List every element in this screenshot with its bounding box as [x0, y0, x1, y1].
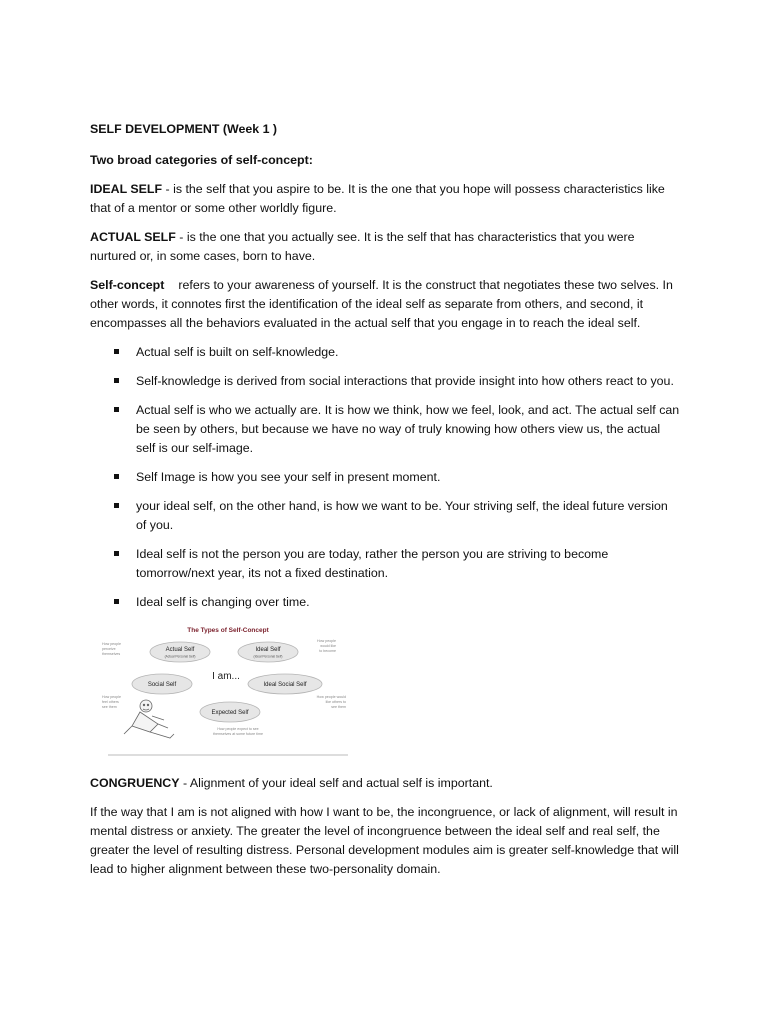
diagram-footer-rule: [108, 754, 348, 756]
ideal-self-sublabel: (Ideal Personal Self): [253, 654, 283, 659]
reclining-person-icon: [124, 700, 174, 738]
actual-self-text: - is the one that you actually see. It is the self that has characteristics that you were nurtured or, in some cases, born to have.: [90, 230, 635, 263]
square-bullet-icon: [114, 378, 119, 383]
list-item: Ideal self is changing over time.: [90, 593, 680, 612]
actual-self-label: Actual Self: [165, 647, 195, 653]
diagram-center-label: I am...: [212, 671, 240, 682]
congruency-term: CONGRUENCY: [90, 776, 180, 790]
note-top-right: [317, 639, 336, 653]
svg-text:How people: How people: [102, 642, 121, 646]
square-bullet-icon: [114, 474, 119, 479]
self-concept-text: refers to your awareness of yourself. It is the construct that negotiates these two selves. In other words, it connotes first the identification of the ideal self as separate from others, and second, it encompasses all the behaviors evaluated in the actual self that you engage in to reach the ideal self.: [90, 278, 673, 330]
note-bottom-right: [317, 695, 346, 709]
svg-text:see them: see them: [331, 705, 346, 709]
svg-text:would like: would like: [320, 644, 336, 648]
svg-text:How people would: How people would: [316, 695, 346, 699]
svg-text:like others to: like others to: [325, 700, 346, 704]
actual-self-term: ACTUAL SELF: [90, 230, 176, 244]
section-subtitle: Two broad categories of self-concept:: [90, 153, 313, 167]
note-top-left: [102, 642, 121, 656]
svg-text:feel others: feel others: [102, 700, 119, 704]
note-bottom-left: [102, 695, 121, 709]
note-bottom: [213, 727, 263, 736]
diagram-title: The Types of Self-Concept: [187, 627, 269, 634]
congruency-text: - Alignment of your ideal self and actual self is important.: [179, 776, 493, 790]
self-concept-diagram: [98, 622, 358, 762]
ideal-self-term: IDEAL SELF: [90, 182, 163, 196]
ideal-self-label: Ideal Self: [255, 647, 281, 653]
social-self-label: Social Self: [147, 682, 177, 688]
square-bullet-icon: [114, 349, 119, 354]
bullet-list: [90, 343, 680, 612]
list-item: Self-knowledge is derived from social interactions that provide insight into how others react to you.: [90, 372, 680, 391]
ideal-self-paragraph: [90, 180, 680, 218]
list-item: Actual self is who we actually are. It is how we think, how we feel, look, and act. The actual self can be seen by others, but because we have no way of truly knowing how others view us, the actual self is our self-image.: [90, 401, 680, 458]
svg-text:How people: How people: [317, 639, 336, 643]
list-item: Ideal self is not the person you are today, rather the person you are striving to become tomorrow/next year, its not a fixed destination.: [90, 545, 680, 583]
congruency-paragraph: [90, 774, 680, 793]
square-bullet-icon: [114, 551, 119, 556]
svg-text:How people expect to see: How people expect to see: [217, 727, 259, 731]
document-title: SELF DEVELOPMENT (Week 1 ): [90, 122, 278, 136]
svg-text:themselves: themselves: [102, 652, 121, 656]
svg-text:see them: see them: [102, 705, 117, 709]
svg-text:themselves at some future time: themselves at some future time: [213, 732, 263, 736]
self-concept-paragraph: [90, 276, 680, 333]
document-body: [90, 120, 680, 889]
list-item: Self Image is how you see your self in present moment.: [90, 468, 680, 487]
actual-self-sublabel: (Actual Personal Self): [164, 654, 196, 659]
expected-self-label: Expected Self: [211, 710, 249, 716]
square-bullet-icon: [114, 503, 119, 508]
ideal-self-text: - is the self that you aspire to be. It is the one that you hope will possess characteristics like that of a mentor or some other worldly figure.: [90, 182, 665, 215]
square-bullet-icon: [114, 407, 119, 412]
svg-text:perceive: perceive: [102, 647, 116, 651]
svg-text:How people: How people: [102, 695, 121, 699]
final-paragraph: If the way that I am is not aligned with how I want to be, the incongruence, or lack of alignment, will result in mental distress or anxiety. The greater the level of incongruence between the ideal self and real self, the greater the level of resulting distress. Personal development modules aim is greater self-knowledge that will lead to higher alignment between these two-personality domain.: [90, 805, 679, 876]
svg-text:to become: to become: [319, 649, 336, 653]
list-item: Actual self is built on self-knowledge.: [90, 343, 680, 362]
self-concept-term: Self-concept: [90, 278, 165, 292]
ideal-social-self-label: Ideal Social Self: [263, 682, 307, 688]
actual-self-paragraph: [90, 228, 680, 266]
list-item: your ideal self, on the other hand, is how we want to be. Your striving self, the ideal future version of you.: [90, 497, 680, 535]
square-bullet-icon: [114, 599, 119, 604]
